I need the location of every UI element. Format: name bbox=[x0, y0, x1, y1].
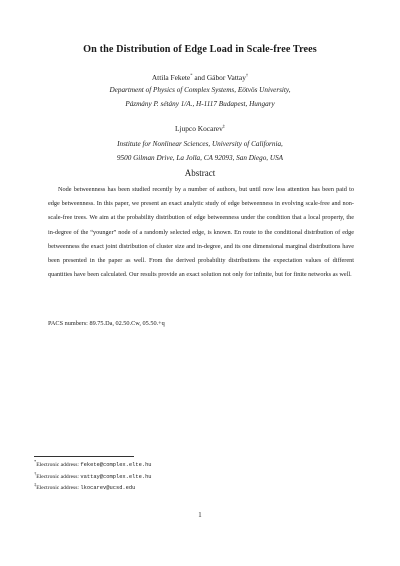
affiliation-line: Department of Physics of Complex Systems, Eötvös University, bbox=[109, 86, 291, 94]
footnote bbox=[34, 483, 152, 495]
footnote-divider bbox=[34, 456, 134, 457]
author-name: Gábor Vattay bbox=[206, 73, 246, 82]
footnote bbox=[34, 472, 152, 484]
abstract-body: Node betweenness has been studied recently by a number of authors, but until now less attention has been paid to edge betweenness. In this paper, we present an exact analytic study of edge betweenness in evolving scale-free and non-scale-free trees. We aim at the probability distribution of edge betweenness under the condition that a local property, the in-degree of the “younger” node of a randomly selected edge, is known. En route to the conditional distribution of edge betweenness the exact joint distribution of cluster size and in-degree, and its one dimensional marginal distributions have been presented in the paper as well. From the derived probability distributions the expectation values of different quantities have been calculated. Our results provide an exact solution not only for infinite, but for finite networks as well. bbox=[48, 186, 354, 279]
email-address: fekete@complex.elte.hu bbox=[80, 462, 152, 468]
footnote-mark: ‡ bbox=[34, 482, 37, 488]
page-number: 1 bbox=[198, 512, 202, 519]
author-line-2 bbox=[0, 124, 400, 133]
abstract-heading: Abstract bbox=[184, 168, 216, 178]
author-name: Ljupco Kocarev bbox=[174, 124, 223, 133]
affiliation-line: Institute for Nonlinear Sciences, University of California, bbox=[117, 140, 283, 148]
footnote-label: Electronic address: bbox=[36, 485, 81, 491]
affiliation-line: Pázmány P. sétány 1/A., H-1117 Budapest, Hungary bbox=[125, 100, 275, 108]
footnote-mark: † bbox=[34, 470, 37, 476]
footnote-label: Electronic address: bbox=[36, 473, 81, 480]
footnote bbox=[34, 460, 152, 472]
footnote-mark: † bbox=[245, 72, 249, 78]
footnote-label: Electronic address: bbox=[36, 462, 81, 468]
affiliation-line: 9500 Gilman Drive, La Jolla, CA 92093, San Diego, USA bbox=[116, 154, 284, 162]
email-address: vattay@complex.elte.hu bbox=[80, 473, 152, 480]
author-line-1 bbox=[0, 73, 400, 82]
email-address: lkocarev@ucsd.edu bbox=[80, 485, 136, 491]
footnote-mark: ‡ bbox=[222, 123, 226, 129]
footnotes bbox=[34, 460, 152, 495]
paper-title: On the Distribution of Edge Load in Scale-free Trees bbox=[83, 44, 317, 55]
author-conjunction: and bbox=[192, 73, 207, 82]
pacs-numbers: PACS numbers: 89.75.Da, 02.50.Cw, 05.50.+q bbox=[48, 320, 165, 327]
footnote-mark: * bbox=[190, 72, 193, 78]
footnote-mark: * bbox=[34, 459, 37, 465]
author-name: Attila Fekete bbox=[151, 73, 191, 82]
